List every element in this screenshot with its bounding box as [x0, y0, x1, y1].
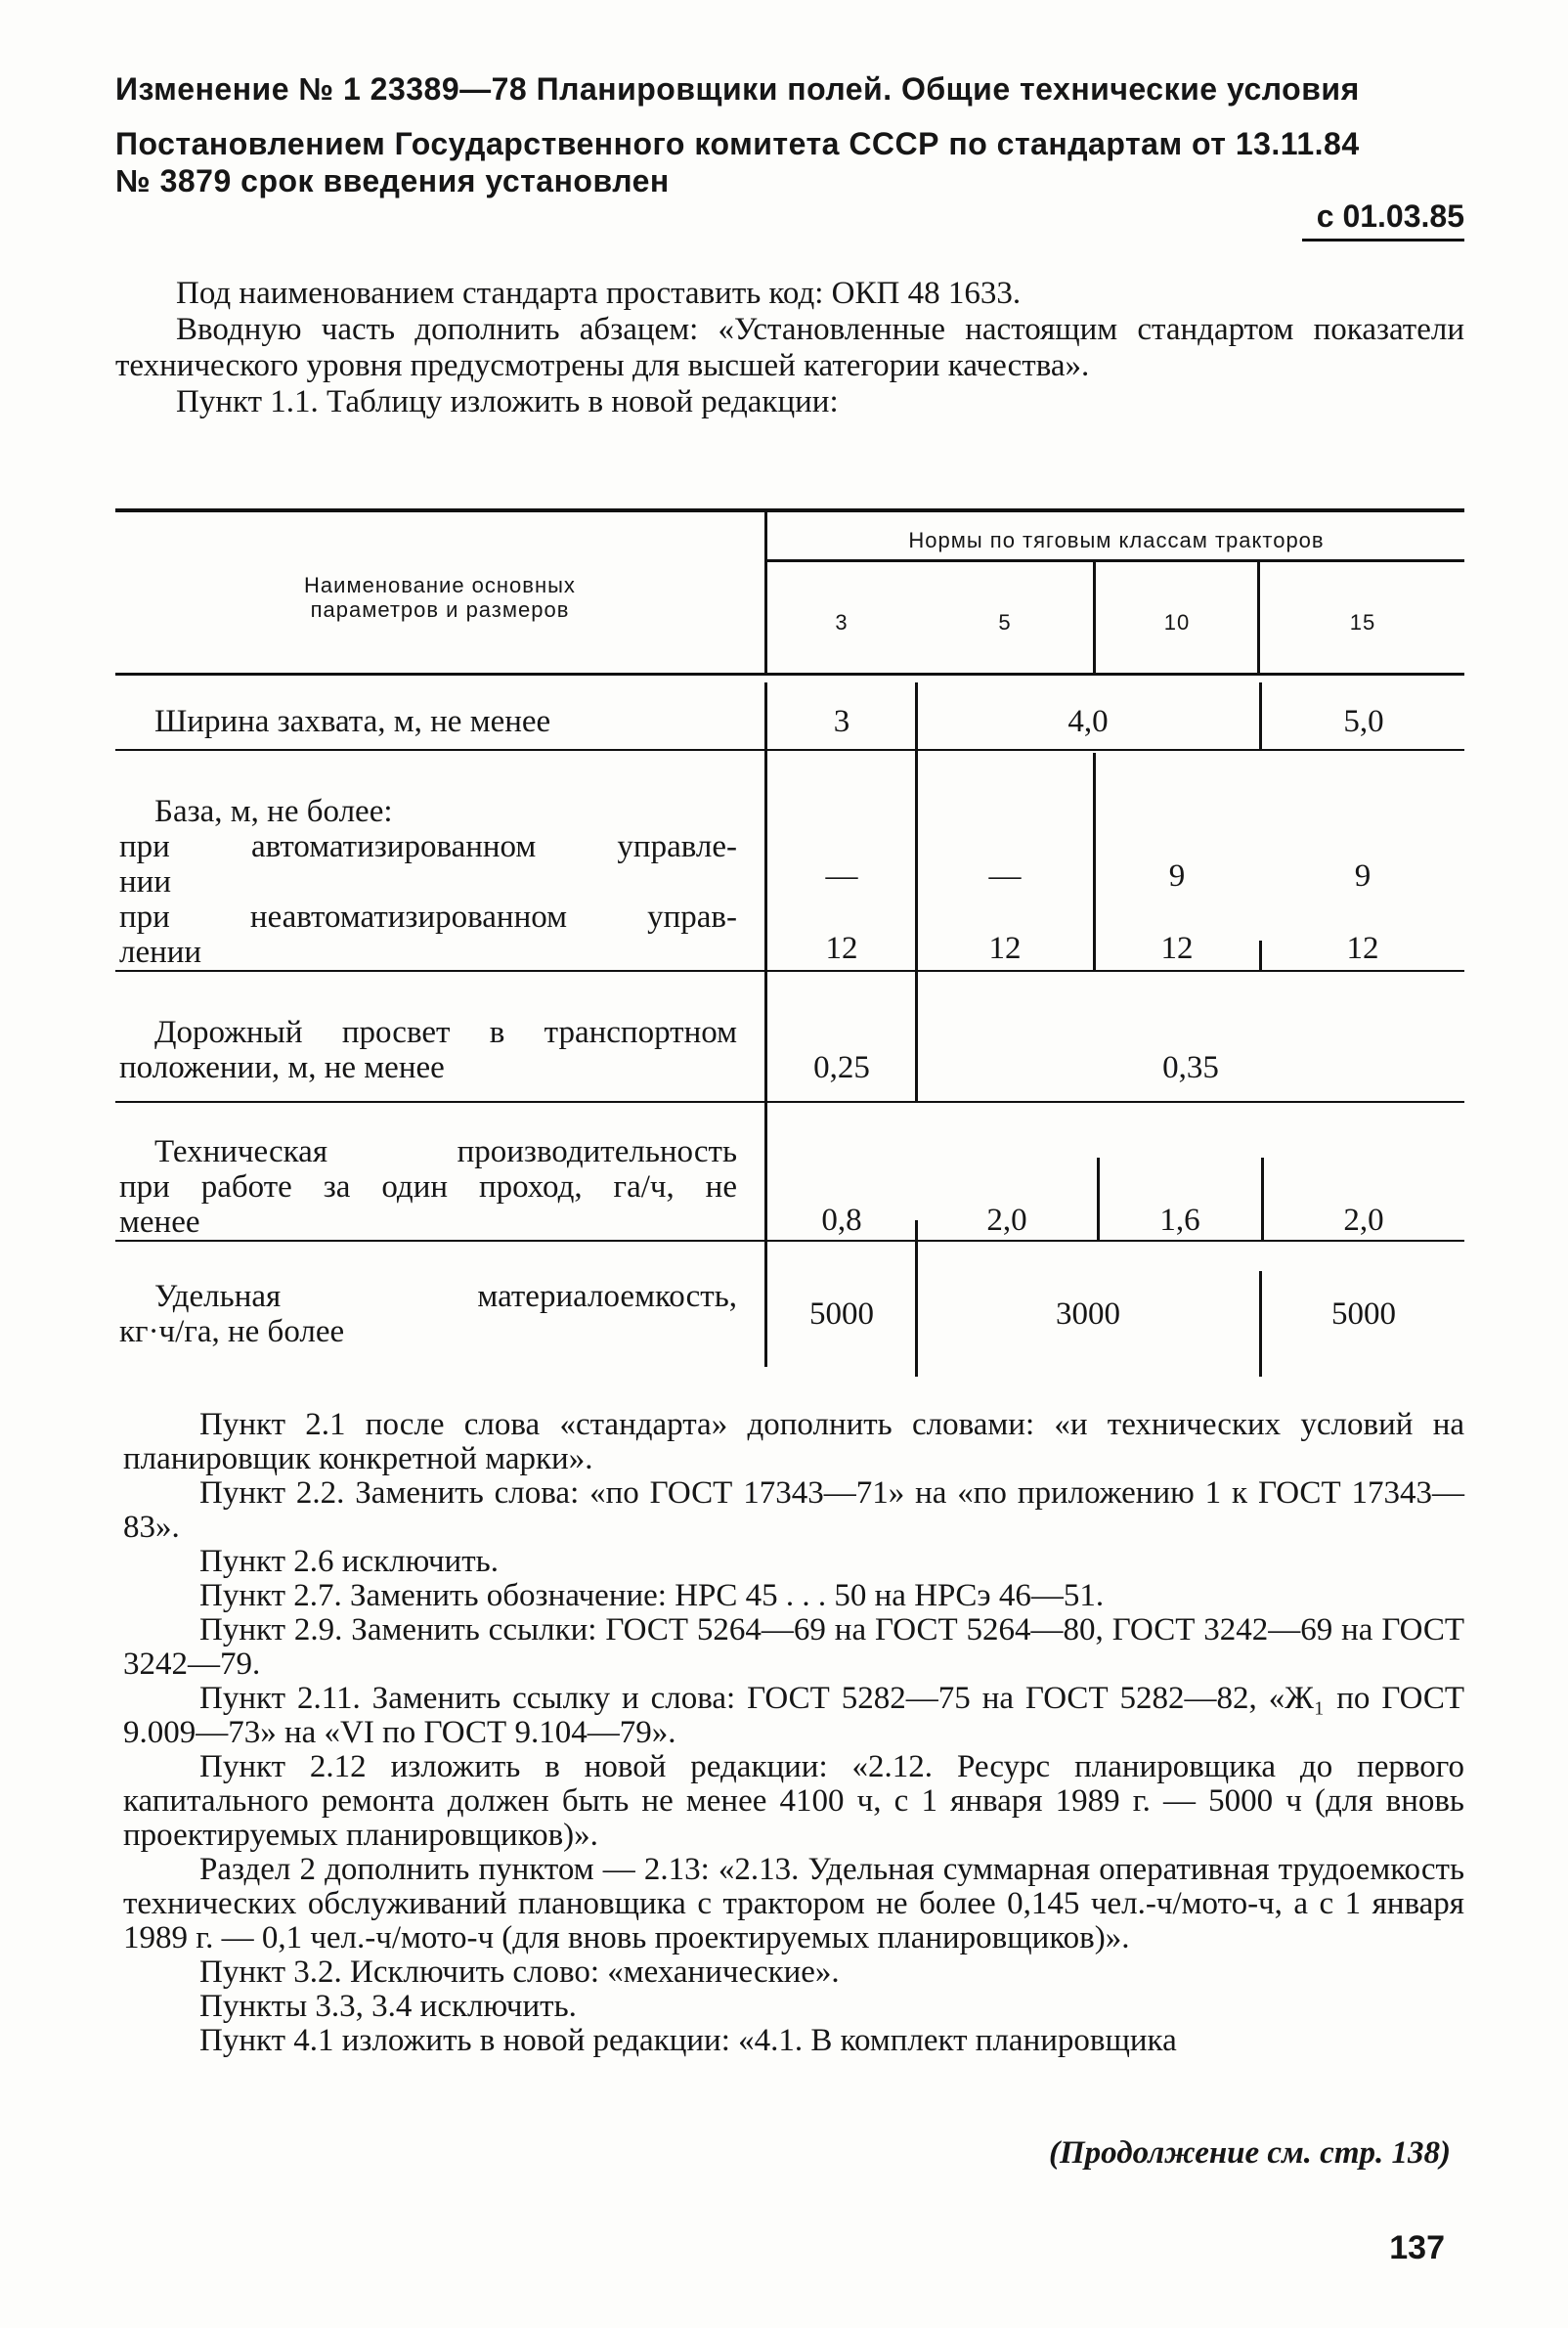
- continuation-note: (Продолжение см. стр. 138): [1049, 2135, 1451, 2171]
- col-rule: [1259, 1271, 1262, 1377]
- col-rule: [1093, 941, 1096, 970]
- amendment-title: Изменение № 1 23389—78 Планировщики полей. Общие технические условия: [115, 71, 1360, 107]
- decree-line: № 3879 срок введения установлен: [115, 163, 670, 198]
- value-cell: 12: [1160, 931, 1194, 966]
- classes-rule: [766, 559, 1464, 562]
- intro-paragraph: Вводную часть дополнить абзацем: «Установленные настоящим стандартом показатели технического уровня предусмотрены для высшей категории качества».: [115, 312, 1464, 383]
- amendment-paragraph: Пункт 2.6 исключить.: [199, 1544, 499, 1579]
- value-cell: 0,8: [821, 1203, 862, 1238]
- row-label-material: Удельная материалоемкость, кг·ч/га, не более: [119, 1279, 737, 1349]
- param-header-line: параметров и размеров: [310, 597, 570, 622]
- intro-paragraph: Пункт 1.1. Таблицу изложить в новой редакции:: [176, 384, 839, 419]
- col-rule: [1259, 682, 1262, 751]
- row-rule: [115, 749, 1464, 751]
- norms-header: Нормы по тяговым классам тракторов: [908, 528, 1325, 552]
- amendment-paragraph: Пункт 2.1 после слова «стандарта» дополнить словами: «и технических условий на планировщик конкретной марки».: [123, 1407, 1464, 1476]
- amendment-paragraph: Пункт 2.9. Заменить ссылки: ГОСТ 5264—69 на ГОСТ 5264—80, ГОСТ 3242—69 на ГОСТ 3242—79.: [123, 1612, 1464, 1682]
- effective-date: с 01.03.85: [1316, 198, 1464, 234]
- value-cell: 1,6: [1159, 1203, 1200, 1238]
- class-header: 5: [998, 610, 1012, 635]
- value-cell: 5000: [809, 1296, 874, 1332]
- value-cell: —: [825, 858, 858, 894]
- amendment-paragraph: Пункт 2.11. Заменить ссылку и слова: ГОСТ 5282—75 на ГОСТ 5282—82, «Ж₁ по ГОСТ 9.009—73» на «VI по ГОСТ 9.104—79».: [123, 1681, 1464, 1750]
- class-header: 15: [1349, 610, 1376, 635]
- col-rule: [764, 682, 767, 1367]
- intro-section: [115, 276, 1464, 420]
- row-label-base: База, м, не более: при автоматизированном управле- нии при неавтоматизированном управ- лении: [119, 794, 737, 970]
- amendment-paragraph: Раздел 2 дополнить пунктом — 2.13: «2.13. Удельная суммарная оперативная трудоемкость технических обслуживаний плановщика с трактором не более 0,145 чел.-ч/мото-ч, а с 1 января 1989 г. — 0,1 чел.-ч/мото-ч (для вновь проектируемых планировщиков)».: [123, 1852, 1464, 1955]
- page-number: 137: [1389, 2229, 1445, 2266]
- param-header: [115, 573, 764, 622]
- value-cell: 9: [1354, 858, 1372, 894]
- amendment-paragraph: Пункт 2.12 изложить в новой редакции: «2.12. Ресурс планировщика до первого капитального ремонта должен быть не менее 4100 ч, с 1 января 1989 г. — 5000 ч (для вновь проектируемых планировщиков)».: [123, 1749, 1464, 1853]
- class-header: 10: [1163, 610, 1191, 635]
- value-cell: 12: [825, 931, 858, 966]
- row-label-clearance: Дорожный просвет в транспортном положении, м, не менее: [119, 1015, 737, 1085]
- amendment-paragraph: Пункт 4.1 изложить в новой редакции: «4.1. В комплект планировщика: [199, 2023, 1177, 2058]
- value-cell: 5,0: [1343, 704, 1384, 739]
- row-rule: [115, 970, 1464, 972]
- value-cell: 2,0: [986, 1203, 1027, 1238]
- value-cell: —: [988, 858, 1022, 894]
- date-underline: [1302, 239, 1464, 242]
- row-label-productivity: Техническая производительность при работе за один проход, га/ч, не менее: [119, 1134, 737, 1240]
- row-rule: [115, 1101, 1464, 1103]
- value-cell: 12: [1346, 931, 1379, 966]
- amendment-paragraph: Пункт 2.2. Заменить слова: «по ГОСТ 17343—71» на «по приложению 1 к ГОСТ 17343—83».: [123, 1475, 1464, 1545]
- parameters-table: [115, 497, 1464, 1377]
- col-rule: [1257, 561, 1260, 673]
- value-cell: 3: [833, 704, 850, 739]
- amendment-paragraph: Пункт 2.7. Заменить обозначение: HPC 45 . . . 50 на HPCэ 46—51.: [199, 1578, 1105, 1613]
- decree-text: [115, 125, 1464, 199]
- value-cell: 5000: [1331, 1296, 1396, 1332]
- row-label-width: Ширина захвата, м, не менее: [154, 704, 551, 739]
- value-cell: 0,25: [813, 1050, 870, 1085]
- intro-paragraph: Под наименованием стандарта проставить код: ОКП 48 1633.: [176, 276, 1022, 311]
- table-top-rule: [115, 508, 1464, 512]
- col-rule: [1093, 753, 1096, 970]
- header-bottom-rule: [115, 673, 1464, 676]
- decree-line: Постановлением Государственного комитета СССР по стандартам от 13.11.84: [115, 126, 1360, 161]
- col-rule: [915, 1095, 918, 1103]
- param-header-line: Наименование основных: [304, 573, 576, 597]
- amendment-paragraph: Пункт 3.2. Исключить слово: «механические».: [199, 1955, 840, 1990]
- class-header: 3: [835, 610, 849, 635]
- col-rule: [1093, 561, 1096, 673]
- col-rule: [764, 510, 767, 673]
- amendment-items: [123, 1408, 1464, 2058]
- value-cell: 9: [1168, 858, 1186, 894]
- value-cell: 12: [988, 931, 1022, 966]
- amendment-paragraph: Пункты 3.3, 3.4 исключить.: [199, 1989, 577, 2024]
- value-cell: 4,0: [1067, 704, 1109, 739]
- value-cell: 2,0: [1343, 1203, 1384, 1238]
- value-cell: 0,35: [1162, 1050, 1219, 1085]
- row-rule: [115, 1240, 1464, 1242]
- value-cell: 3000: [1056, 1296, 1120, 1332]
